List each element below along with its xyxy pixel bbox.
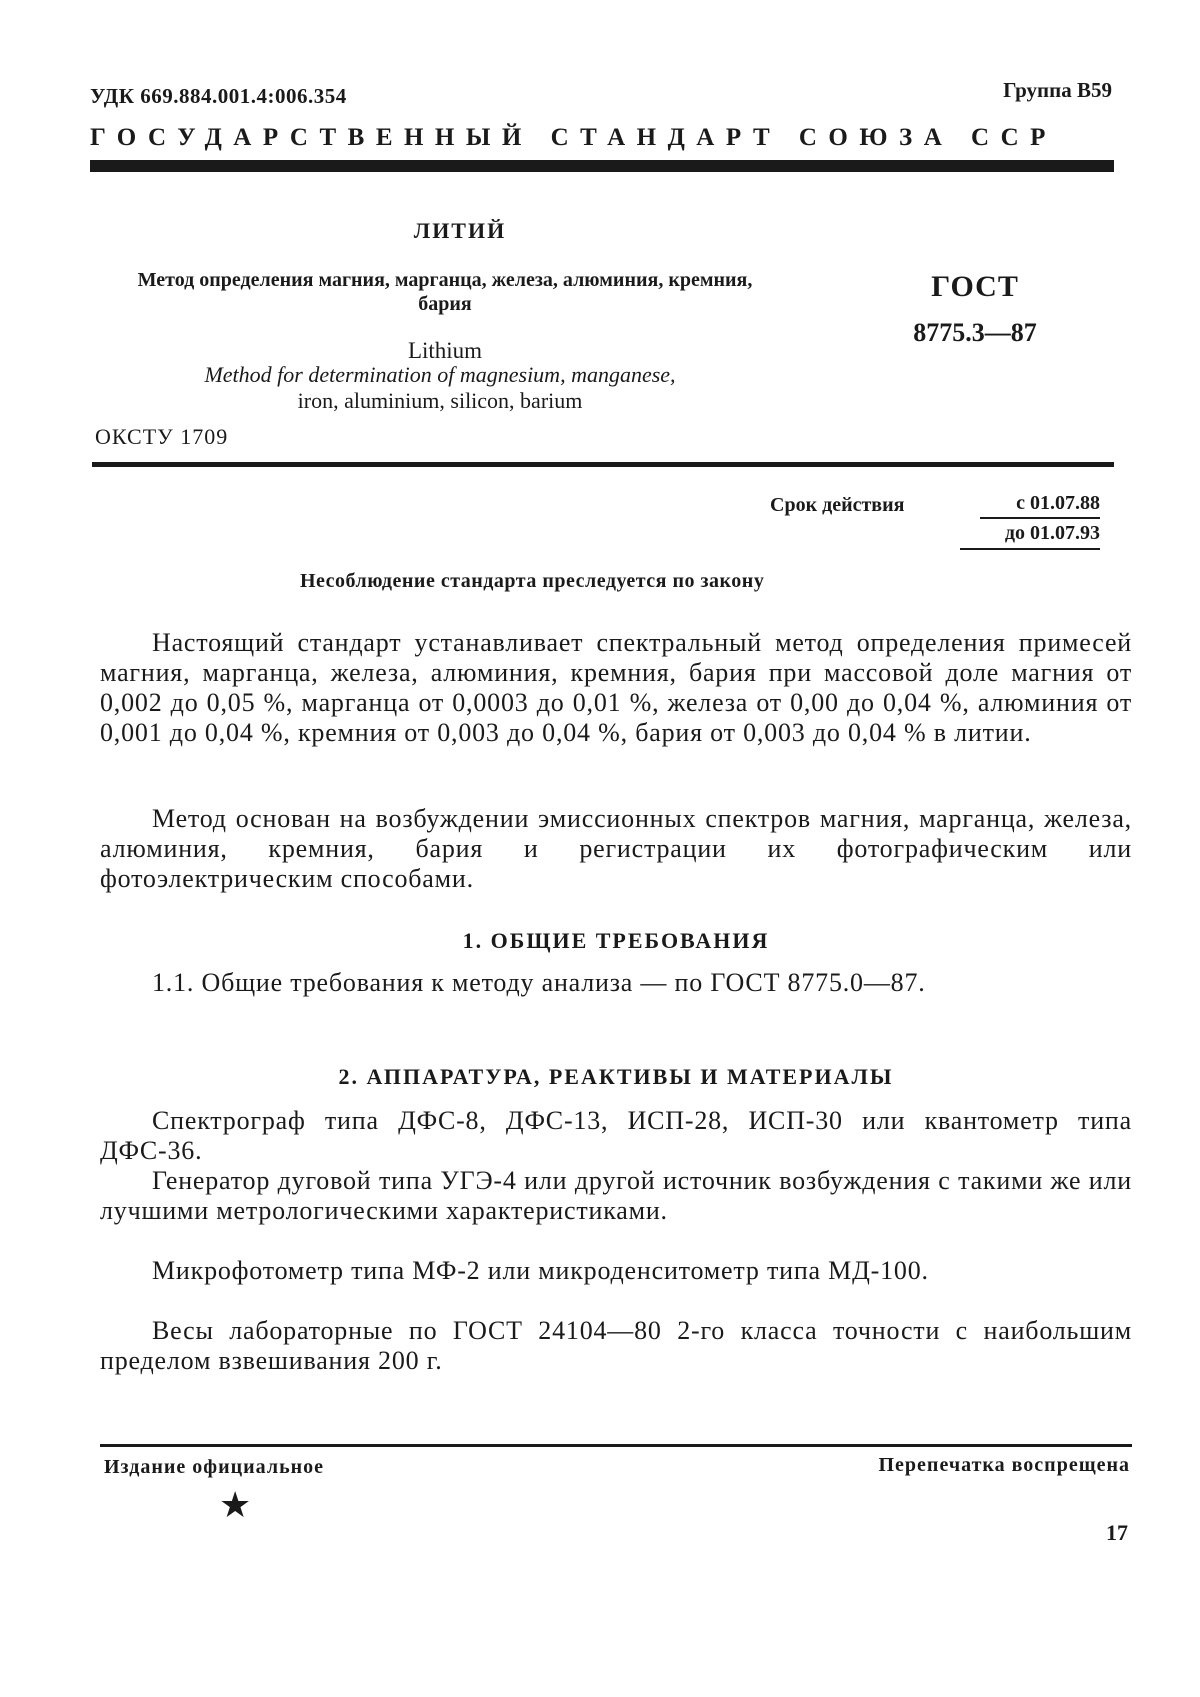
bottom-rule [100, 1444, 1132, 1447]
english-title: Lithium [407, 338, 483, 363]
english-subtitle-line-2: iron, aluminium, silicon, barium [297, 388, 583, 413]
government-standard-banner: ГОСУДАРСТВЕННЫЙ СТАНДАРТ СОЮЗА ССР [90, 124, 1057, 151]
udk-code: УДК 669.884.001.4:006.354 [90, 84, 347, 108]
document-title: ЛИТИЙ [413, 218, 507, 243]
intro-paragraph: Настоящий стандарт устанавливает спектральный метод определения примесей магния, марганца, железа, алюминия, кремния, бария при массовой доле магния от 0,002 до 0,05 %, марганца от 0,0003 до 0,01 %, железа от 0,00 до 0,04 %, алюминия от 0,001 до 0,04 %, кремния от 0,003 до 0,04 %, бария от 0,003 до 0,04 % в литии. [100, 628, 1132, 747]
top-rule [90, 160, 1114, 172]
validity-to: до 01.07.93 [960, 522, 1100, 550]
intro-paragraph: Метод основан на возбуждении эмиссионных спектров магния, марганца, железа, алюминия, кремния, бария и регистрации их фотографическим или фотоэлектрическим способами. [100, 804, 1132, 893]
validity-label: Срок действия [770, 494, 905, 516]
gost-number: 8775.3—87 [913, 318, 1037, 347]
section-paragraph: Генератор дуговой типа УГЭ-4 или другой источник возбуждения с такими же или лучшими метрологическими характеристиками. [100, 1166, 1132, 1225]
reprint-note: Перепечатка воспрещена [878, 1454, 1130, 1476]
section-heading: 1. ОБЩИЕ ТРЕБОВАНИЯ [462, 928, 770, 953]
section-heading: 2. АППАРАТУРА, РЕАКТИВЫ И МАТЕРИАЛЫ [338, 1064, 894, 1089]
star-icon: ★ [219, 1485, 252, 1525]
english-subtitle [90, 362, 790, 414]
section-paragraph: Весы лабораторные по ГОСТ 24104—80 2-го класса точности с наибольшим пределом взвешивания 200 г. [100, 1316, 1132, 1375]
document-subtitle: Метод определения магния, марганца, железа, алюминия, кремния, бария [137, 269, 753, 315]
validity-from: с 01.07.88 [980, 492, 1100, 519]
edition-note: Издание официальное [104, 1456, 325, 1478]
page-number: 17 [1106, 1520, 1128, 1545]
section-paragraph: Микрофотометр типа МФ-2 или микроденситометр типа МД-100. [152, 1256, 929, 1285]
section-paragraph: 1.1. Общие требования к методу анализа — по ГОСТ 8775.0—87. [152, 968, 926, 997]
group-code: Группа В59 [1003, 78, 1112, 102]
oksty-code: ОКСТУ 1709 [95, 424, 229, 449]
section-paragraph: Спектрограф типа ДФС-8, ДФС-13, ИСП-28, ИСП-30 или квантометр типа ДФС-36. [100, 1106, 1132, 1165]
gost-label: ГОСТ [931, 270, 1019, 303]
middle-rule [92, 462, 1114, 467]
english-subtitle-line-1: Method for determination of magnesium, manganese, [204, 362, 676, 387]
law-notice: Несоблюдение стандарта преследуется по закону [300, 570, 765, 592]
